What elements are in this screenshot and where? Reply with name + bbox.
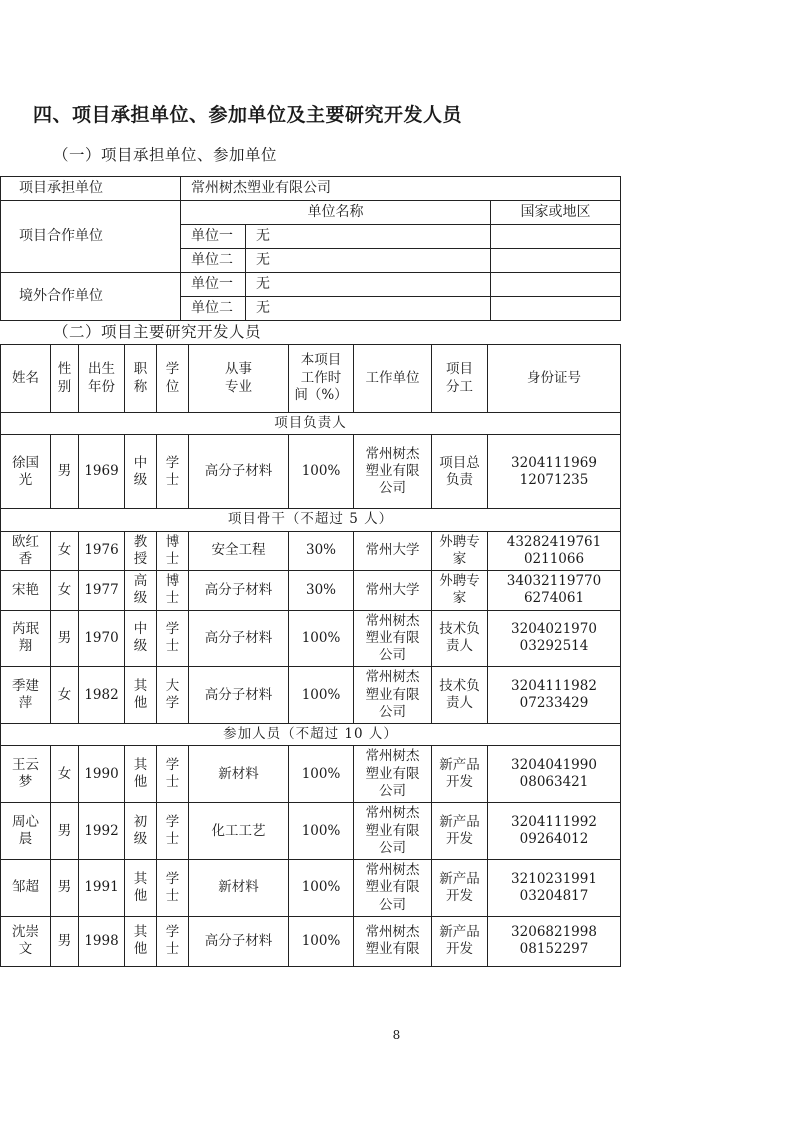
cell-line: 12071235 bbox=[519, 471, 589, 488]
person-birth-year: 1977 bbox=[79, 571, 125, 611]
cell-line: 塑业有限 bbox=[365, 765, 420, 782]
unit-index: 单位二 bbox=[181, 297, 246, 321]
person-degree bbox=[157, 916, 189, 966]
person-gender: 男 bbox=[51, 860, 79, 917]
table-row bbox=[1, 571, 621, 611]
cell-line: 公司 bbox=[379, 703, 406, 720]
person-degree bbox=[157, 610, 189, 667]
column-header-employer: 工作单位 bbox=[354, 345, 432, 413]
lead-unit-value: 常州树杰塑业有限公司 bbox=[181, 177, 621, 201]
person-specialty: 新材料 bbox=[189, 746, 289, 803]
person-id-number bbox=[488, 803, 621, 860]
cell-line: 家 bbox=[452, 550, 467, 567]
cell-line: 士 bbox=[165, 471, 180, 488]
unit-name-header: 单位名称 bbox=[181, 201, 491, 225]
cell-line: 士 bbox=[165, 638, 180, 655]
cell-line: 3210231991 bbox=[511, 870, 597, 887]
person-name bbox=[1, 746, 51, 803]
table-row bbox=[1, 860, 621, 917]
cell-line: 授 bbox=[133, 550, 148, 567]
cell-line: 常州树杰 bbox=[365, 748, 420, 765]
person-role bbox=[432, 803, 488, 860]
header-line: 间（%） bbox=[294, 387, 348, 404]
personnel-section-row bbox=[1, 413, 621, 435]
person-specialty: 安全工程 bbox=[189, 531, 289, 571]
cell-line: 初 bbox=[133, 813, 148, 830]
cell-line: 教 bbox=[133, 533, 148, 550]
person-degree bbox=[157, 571, 189, 611]
person-gender: 男 bbox=[51, 803, 79, 860]
person-work-time: 30% bbox=[289, 571, 354, 611]
cell-line: 3204111992 bbox=[511, 813, 597, 830]
lead-unit-label: 项目承担单位 bbox=[1, 177, 181, 201]
person-id-number bbox=[488, 610, 621, 667]
header-line: 分工 bbox=[446, 378, 473, 395]
person-id-number bbox=[488, 916, 621, 966]
column-header-degree bbox=[157, 345, 189, 413]
column-header-role bbox=[432, 345, 488, 413]
unit-index: 单位一 bbox=[181, 225, 246, 249]
cell-line: 塑业有限 bbox=[365, 822, 420, 839]
cell-line: 开发 bbox=[446, 774, 473, 791]
units-table bbox=[0, 176, 621, 321]
unit-country bbox=[491, 249, 621, 273]
person-specialty: 高分子材料 bbox=[189, 435, 289, 509]
cell-line: 公司 bbox=[379, 896, 406, 913]
section-heading-a: （一）项目承担单位、参加单位 bbox=[53, 146, 278, 164]
unit-name: 无 bbox=[246, 273, 491, 297]
cell-line: 芮珉 bbox=[12, 621, 39, 638]
table-row bbox=[1, 273, 621, 297]
person-birth-year: 1992 bbox=[79, 803, 125, 860]
person-gender: 男 bbox=[51, 435, 79, 509]
person-gender: 女 bbox=[51, 571, 79, 611]
header-line: 本项目 bbox=[300, 352, 342, 369]
person-birth-year: 1970 bbox=[79, 610, 125, 667]
cell-line: 级 bbox=[133, 590, 148, 607]
person-work-time: 100% bbox=[289, 803, 354, 860]
cell-line: 梦 bbox=[18, 774, 33, 791]
personnel-table bbox=[0, 344, 621, 967]
person-work-time: 100% bbox=[289, 610, 354, 667]
cell-line: 开发 bbox=[446, 887, 473, 904]
person-name bbox=[1, 435, 51, 509]
country-region-header: 国家或地区 bbox=[491, 201, 621, 225]
person-employer bbox=[354, 435, 432, 509]
person-degree bbox=[157, 803, 189, 860]
cell-line: 周心 bbox=[12, 813, 39, 830]
unit-name: 无 bbox=[246, 297, 491, 321]
person-role bbox=[432, 916, 488, 966]
cell-line: 常州树杰 bbox=[365, 862, 420, 879]
person-birth-year: 1976 bbox=[79, 531, 125, 571]
cell-line: 士 bbox=[165, 590, 180, 607]
person-name bbox=[1, 916, 51, 966]
cell-line: 常州树杰 bbox=[365, 924, 420, 941]
person-specialty: 化工工艺 bbox=[189, 803, 289, 860]
column-header-work-time bbox=[289, 345, 354, 413]
person-degree bbox=[157, 860, 189, 917]
cell-line: 级 bbox=[133, 638, 148, 655]
cell-line: 03292514 bbox=[519, 638, 589, 655]
person-role bbox=[432, 531, 488, 571]
page-title: 四、项目承担单位、参加单位及主要研究开发人员 bbox=[33, 104, 463, 126]
person-specialty: 高分子材料 bbox=[189, 667, 289, 724]
person-id-number bbox=[488, 860, 621, 917]
cell-line: 翔 bbox=[18, 638, 33, 655]
unit-country bbox=[491, 225, 621, 249]
personnel-section-label: 参加人员（不超过 10 人） bbox=[1, 724, 621, 746]
table-row bbox=[1, 435, 621, 509]
cell-line: 学 bbox=[165, 454, 180, 471]
section-heading-b: （二）项目主要研究开发人员 bbox=[53, 323, 262, 341]
person-work-time: 100% bbox=[289, 860, 354, 917]
column-header-id-number: 身份证号 bbox=[488, 345, 621, 413]
cell-line: 0211066 bbox=[523, 550, 585, 567]
person-gender: 男 bbox=[51, 610, 79, 667]
person-role bbox=[432, 746, 488, 803]
person-name bbox=[1, 803, 51, 860]
cell-line: 家 bbox=[452, 590, 467, 607]
cell-line: 43282419761 bbox=[506, 533, 602, 550]
cell-line: 负责 bbox=[446, 471, 473, 488]
cell-line: 新产品 bbox=[439, 924, 480, 941]
personnel-section-label: 项目负责人 bbox=[1, 413, 621, 435]
personnel-section-row bbox=[1, 509, 621, 531]
cell-line: 士 bbox=[165, 831, 180, 848]
column-header-name: 姓名 bbox=[1, 345, 51, 413]
cell-line: 学 bbox=[165, 813, 180, 830]
person-role bbox=[432, 435, 488, 509]
cell-line: 欧红 bbox=[12, 533, 39, 550]
cell-line: 常州树杰 bbox=[365, 445, 420, 462]
cell-line: 常州大学 bbox=[365, 581, 420, 598]
person-id-number bbox=[488, 571, 621, 611]
cell-line: 常州大学 bbox=[365, 542, 420, 559]
cell-line: 公司 bbox=[379, 480, 406, 497]
cell-line: 徐国 bbox=[12, 454, 39, 471]
person-role bbox=[432, 610, 488, 667]
header-line: 专业 bbox=[225, 378, 252, 395]
person-work-time: 100% bbox=[289, 435, 354, 509]
person-specialty: 高分子材料 bbox=[189, 610, 289, 667]
cell-line: 晨 bbox=[18, 831, 33, 848]
person-id-number bbox=[488, 531, 621, 571]
cell-line: 塑业有限 bbox=[365, 463, 420, 480]
cell-line: 08152297 bbox=[519, 941, 589, 958]
person-employer bbox=[354, 610, 432, 667]
person-gender: 男 bbox=[51, 916, 79, 966]
table-header-row bbox=[1, 345, 621, 413]
column-header-gender bbox=[51, 345, 79, 413]
cell-line: 萍 bbox=[18, 695, 33, 712]
page-number: 8 bbox=[392, 1028, 401, 1042]
person-gender: 女 bbox=[51, 667, 79, 724]
cell-line: 其 bbox=[133, 678, 148, 695]
cell-line: 他 bbox=[133, 695, 148, 712]
person-birth-year: 1990 bbox=[79, 746, 125, 803]
person-name bbox=[1, 531, 51, 571]
person-name bbox=[1, 860, 51, 917]
personnel-section-row bbox=[1, 724, 621, 746]
cell-line: 中 bbox=[133, 454, 148, 471]
cell-line: 香 bbox=[18, 550, 33, 567]
header-line: 从事 bbox=[225, 360, 252, 377]
person-name bbox=[1, 571, 51, 611]
cell-line: 学 bbox=[165, 757, 180, 774]
person-work-time: 30% bbox=[289, 531, 354, 571]
person-title bbox=[125, 860, 157, 917]
cell-line: 常州树杰 bbox=[365, 669, 420, 686]
person-id-number bbox=[488, 746, 621, 803]
person-employer bbox=[354, 531, 432, 571]
person-gender: 女 bbox=[51, 746, 79, 803]
cell-line: 新产品 bbox=[439, 870, 480, 887]
cell-line: 士 bbox=[165, 774, 180, 791]
cell-line: 其 bbox=[133, 870, 148, 887]
table-row bbox=[1, 916, 621, 966]
person-specialty: 新材料 bbox=[189, 860, 289, 917]
table-row bbox=[1, 746, 621, 803]
cell-line: 光 bbox=[18, 471, 33, 488]
table-row bbox=[1, 667, 621, 724]
header-line: 年份 bbox=[88, 378, 115, 395]
cell-line: 新产品 bbox=[439, 813, 480, 830]
person-title bbox=[125, 667, 157, 724]
cell-line: 公司 bbox=[379, 782, 406, 799]
cell-line: 外聘专 bbox=[439, 573, 480, 590]
person-employer bbox=[354, 746, 432, 803]
cell-line: 塑业有限 bbox=[365, 941, 420, 958]
cell-line: 常州树杰 bbox=[365, 805, 420, 822]
abroad-cooperation-unit-label: 境外合作单位 bbox=[1, 273, 181, 321]
cell-line: 士 bbox=[165, 941, 180, 958]
cell-line: 项目总 bbox=[439, 454, 480, 471]
cell-line: 他 bbox=[133, 941, 148, 958]
table-row-unit-headers bbox=[1, 201, 621, 225]
cell-line: 学 bbox=[165, 924, 180, 941]
header-line: 出生 bbox=[88, 360, 115, 377]
cell-line: 责人 bbox=[446, 638, 473, 655]
cell-line: 3204021970 bbox=[511, 621, 597, 638]
column-header-title bbox=[125, 345, 157, 413]
person-role bbox=[432, 667, 488, 724]
cell-line: 新产品 bbox=[439, 757, 480, 774]
person-birth-year: 1998 bbox=[79, 916, 125, 966]
person-name bbox=[1, 667, 51, 724]
person-degree bbox=[157, 435, 189, 509]
personnel-table-body bbox=[1, 345, 621, 967]
cell-line: 09264012 bbox=[519, 831, 589, 848]
unit-country bbox=[491, 273, 621, 297]
cell-line: 外聘专 bbox=[439, 533, 480, 550]
cell-line: 34032119770 bbox=[506, 573, 602, 590]
cell-line: 08063421 bbox=[519, 774, 589, 791]
person-employer bbox=[354, 916, 432, 966]
cell-line: 王云 bbox=[12, 757, 39, 774]
header-line: 位 bbox=[165, 378, 180, 395]
cell-line: 3204041990 bbox=[511, 757, 597, 774]
cell-line: 6274061 bbox=[523, 590, 585, 607]
person-employer bbox=[354, 667, 432, 724]
cell-line: 宋艳 bbox=[12, 581, 39, 598]
cell-line: 高 bbox=[133, 573, 148, 590]
person-degree bbox=[157, 667, 189, 724]
person-gender: 女 bbox=[51, 531, 79, 571]
unit-name: 无 bbox=[246, 249, 491, 273]
person-employer bbox=[354, 803, 432, 860]
person-birth-year: 1969 bbox=[79, 435, 125, 509]
person-title bbox=[125, 531, 157, 571]
table-row bbox=[1, 610, 621, 667]
cell-line: 技术负 bbox=[439, 621, 480, 638]
person-degree bbox=[157, 746, 189, 803]
cell-line: 文 bbox=[18, 941, 33, 958]
person-birth-year: 1991 bbox=[79, 860, 125, 917]
cell-line: 级 bbox=[133, 471, 148, 488]
cell-line: 其 bbox=[133, 757, 148, 774]
personnel-section-label: 项目骨干（不超过 5 人） bbox=[1, 509, 621, 531]
cell-line: 3204111969 bbox=[511, 454, 597, 471]
person-degree bbox=[157, 531, 189, 571]
cell-line: 技术负 bbox=[439, 678, 480, 695]
cell-line: 塑业有限 bbox=[365, 629, 420, 646]
header-line: 职 bbox=[133, 360, 148, 377]
cell-line: 学 bbox=[165, 870, 180, 887]
cell-line: 学 bbox=[165, 695, 180, 712]
cell-line: 级 bbox=[133, 831, 148, 848]
cell-line: 03204817 bbox=[519, 887, 589, 904]
cell-line: 责人 bbox=[446, 695, 473, 712]
cell-line: 士 bbox=[165, 887, 180, 904]
header-line: 别 bbox=[57, 378, 72, 395]
cell-line: 他 bbox=[133, 887, 148, 904]
table-row bbox=[1, 803, 621, 860]
person-id-number bbox=[488, 667, 621, 724]
cell-line: 开发 bbox=[446, 831, 473, 848]
column-header-birth-year bbox=[79, 345, 125, 413]
cooperation-unit-label: 项目合作单位 bbox=[1, 201, 181, 273]
cell-line: 博 bbox=[165, 573, 180, 590]
unit-country bbox=[491, 297, 621, 321]
cell-line: 季建 bbox=[12, 678, 39, 695]
cell-line: 公司 bbox=[379, 839, 406, 856]
cell-line: 常州树杰 bbox=[365, 612, 420, 629]
cell-line: 他 bbox=[133, 774, 148, 791]
cell-line: 大 bbox=[165, 678, 180, 695]
cell-line: 3206821998 bbox=[511, 924, 597, 941]
header-line: 工作时 bbox=[300, 369, 342, 386]
person-birth-year: 1982 bbox=[79, 667, 125, 724]
header-line: 项目 bbox=[446, 360, 473, 377]
cell-line: 士 bbox=[165, 550, 180, 567]
person-work-time: 100% bbox=[289, 667, 354, 724]
person-title bbox=[125, 803, 157, 860]
person-id-number bbox=[488, 435, 621, 509]
person-employer bbox=[354, 860, 432, 917]
column-header-specialty bbox=[189, 345, 289, 413]
cell-line: 沈崇 bbox=[12, 924, 39, 941]
header-line: 学 bbox=[165, 360, 180, 377]
cell-line: 3204111982 bbox=[511, 678, 597, 695]
unit-index: 单位一 bbox=[181, 273, 246, 297]
person-title bbox=[125, 435, 157, 509]
person-name bbox=[1, 610, 51, 667]
cell-line: 公司 bbox=[379, 647, 406, 664]
cell-line: 塑业有限 bbox=[365, 686, 420, 703]
units-table-body bbox=[1, 177, 621, 321]
unit-index: 单位二 bbox=[181, 249, 246, 273]
person-title bbox=[125, 571, 157, 611]
table-row-lead-unit bbox=[1, 177, 621, 201]
person-title bbox=[125, 916, 157, 966]
cell-line: 邹超 bbox=[12, 879, 39, 896]
person-role bbox=[432, 571, 488, 611]
person-title bbox=[125, 610, 157, 667]
person-work-time: 100% bbox=[289, 746, 354, 803]
person-employer bbox=[354, 571, 432, 611]
cell-line: 学 bbox=[165, 621, 180, 638]
header-line: 性 bbox=[57, 360, 72, 377]
cell-line: 其 bbox=[133, 924, 148, 941]
person-specialty: 高分子材料 bbox=[189, 916, 289, 966]
cell-line: 开发 bbox=[446, 941, 473, 958]
person-specialty: 高分子材料 bbox=[189, 571, 289, 611]
cell-line: 博 bbox=[165, 533, 180, 550]
person-work-time: 100% bbox=[289, 916, 354, 966]
cell-line: 塑业有限 bbox=[365, 879, 420, 896]
cell-line: 07233429 bbox=[519, 695, 589, 712]
person-role bbox=[432, 860, 488, 917]
person-title bbox=[125, 746, 157, 803]
header-line: 称 bbox=[133, 378, 148, 395]
table-row bbox=[1, 531, 621, 571]
cell-line: 中 bbox=[133, 621, 148, 638]
unit-name: 无 bbox=[246, 225, 491, 249]
